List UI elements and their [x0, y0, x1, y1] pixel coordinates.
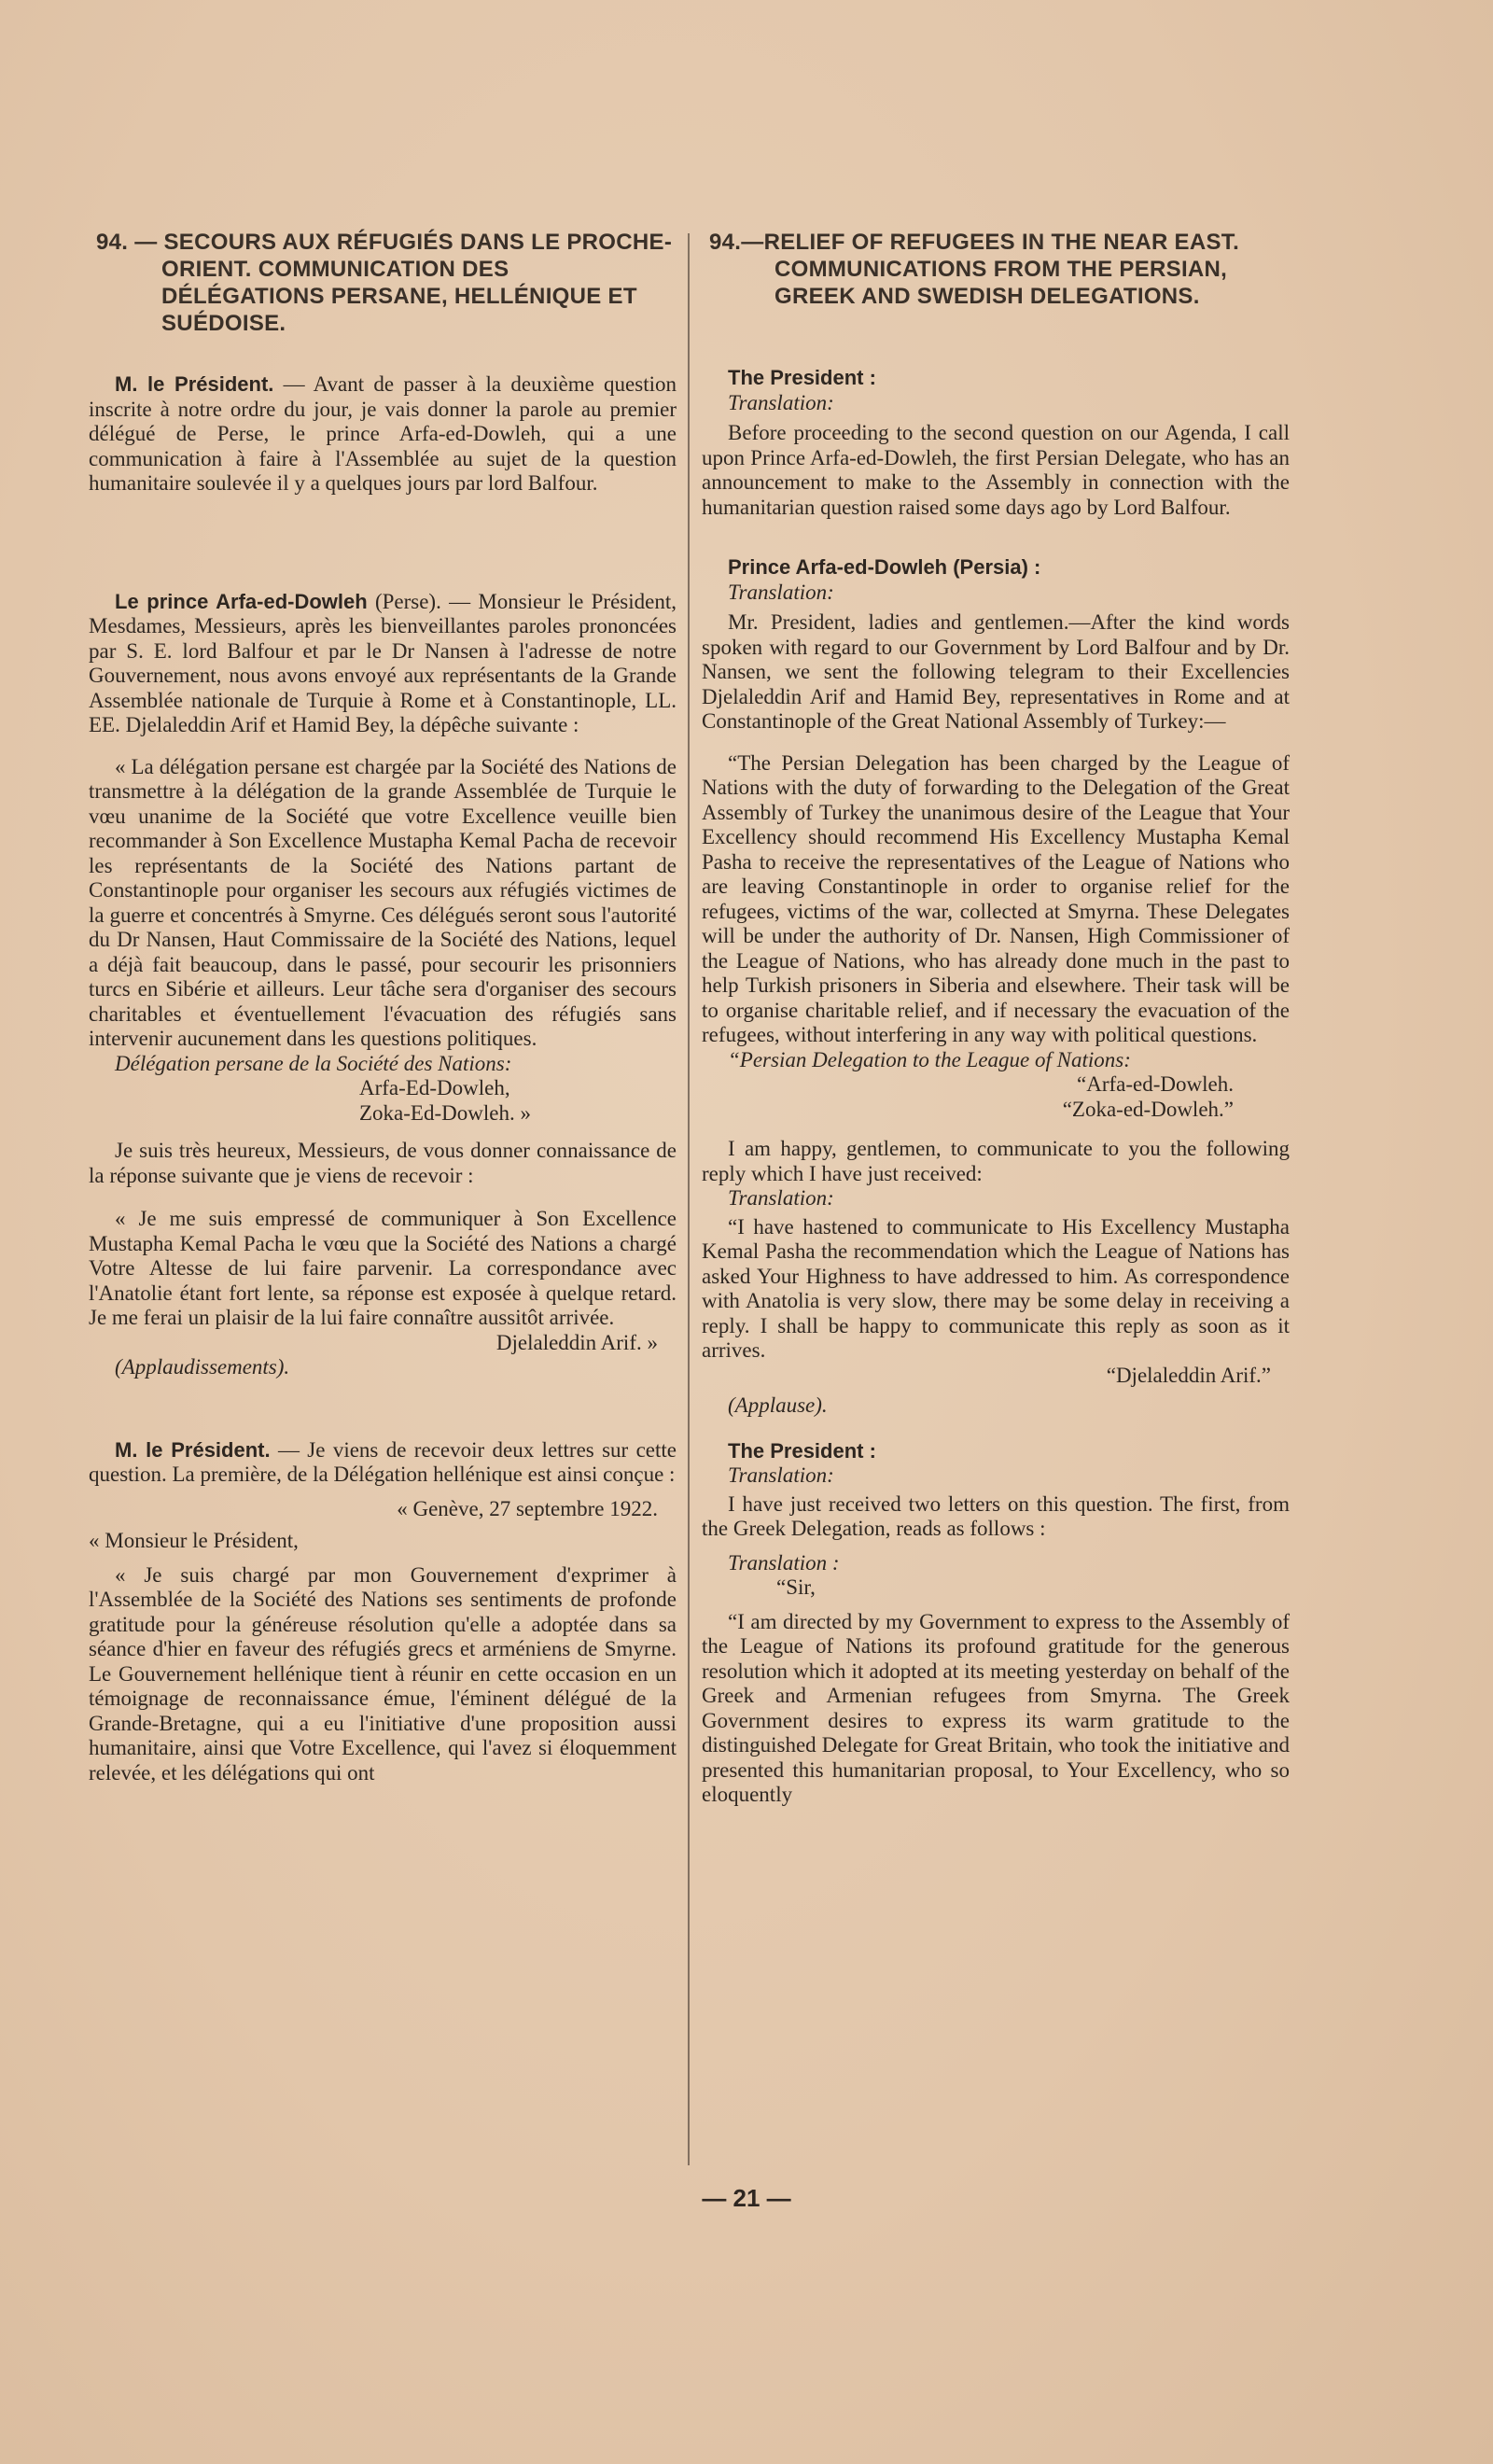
page-number: — 21 — [702, 2184, 791, 2212]
english-reply-signature: “Djelaleddin Arif.” [1106, 1363, 1271, 1387]
translation-label-2: Translation : [728, 1550, 840, 1575]
english-letter-body: “I am directed by my Government to express to the Assembly of the League of Nations its profound gratitude for the generous resolution which it adopted at its meeting yesterday on behalf of the Greek and Armenian refugees from Smyrna. The Greek Government desires to express its warm gratitude to the distinguished Delegate for Great Britain, who took the initiative and presented this humanitarian proposal, to Your Excellency, who so eloquently [702, 1609, 1290, 1806]
english-president-label: The President : [728, 366, 876, 389]
english-letter-salutation: “Sir, [776, 1575, 816, 1599]
french-telegram-signature-2: Zoka-Ed-Dowleh. » [359, 1100, 531, 1125]
french-applause: (Applaudissements). [115, 1355, 290, 1379]
english-reply: “I have hastened to communicate to His Excellency Mustapha Kemal Pasha the recommendation which the League of Nations has asked Your Highness to have addressed to him. As correspondence with Anatolia is very slow, there may be some delay in receiving a reply. I shall be happy to communicate this reply as soon as it arrives. [702, 1214, 1290, 1362]
french-telegram-signature-1: Arfa-Ed-Dowleh, [359, 1076, 510, 1099]
french-president-intro: M. le Président. — Avant de passer à la deuxième question inscrite à notre ordre du jour, je vais donner la parole au premier délégué de Perse, le prince Arfa-ed-Dowleh, qui a une communication à faire à l'Assemblée au sujet de la question humanitaire soulevée il y a quelques jours par lord Balfour. [89, 372, 677, 495]
english-happy-text: I am happy, gentlemen, to communicate to you the following reply which I have just received: [702, 1137, 1290, 1185]
french-letter-date: « Genève, 27 septembre 1922. [397, 1496, 658, 1520]
english-president-letters: I have just received two letters on this question. The first, from the Greek Delegation, reads as follows : [702, 1491, 1290, 1540]
speaker-name: Le prince Arfa-ed-Dowleh [115, 589, 368, 613]
french-president-letters: M. le Président. — Je viens de recevoir deux lettres sur cette question. La première, de la Délégation hellénique est ainsi conçue : [89, 1437, 677, 1486]
english-president-label-2: The President : [728, 1438, 876, 1463]
translation-label: Translation: [728, 580, 834, 604]
french-telegram-signature-line: Délégation persane de la Société des Nations: [115, 1051, 512, 1075]
english-telegram-signature-1: “Arfa-ed-Dowleh. [1077, 1072, 1234, 1096]
english-telegram: “The Persian Delegation has been charged by the League of Nations with the duty of forwarding to the Delegation of the Great Assembly of Turkey the unanimous desire of the League that Your Excellency should recommend His Excellency Mustapha Kemal Pasha to receive the representatives of the League of Nations who are leaving Constantinople in order to organise relief for the refugees, victims of the war, collected at Smyrna. These Delegates will be under the authority of Dr. Nansen, High Commissioner of the League of Nations, who has already done much in the past to help Turkish prisoners in Siberia and elsewhere. Their task will be to organise charitable relief, and if necessary the evacuation of the refugees, without interfering in any way with political questions. [702, 750, 1290, 1046]
translation-label: Translation: [728, 1463, 834, 1487]
column-divider [688, 233, 690, 2165]
french-telegram: « La délégation persane est chargée par la Société des Nations de transmettre à la délégation de la grande Assemblée de Turquie le vœu unanime de la Société que votre Excellence veuille bien recommander à Son Excellence Mustapha Kemal Pacha de recevoir les représentants de la Société des Nations partant de Constantinople pour organiser les secours aux réfugiés victimes de la guerre et concentrés à Smyrne. Ces délégués seront sous l'autorité du Dr Nansen, Haut Commissaire de la Société des Nations, lequel a déjà fait beaucoup, dans le passé, pour secourir les prisonniers turcs en Sibérie et ailleurs. Leur tâche sera d'organiser des secours charitables et éventuellement l'évacuation des réfugiés sans intervenir aucunement dans les questions politiques. [89, 754, 677, 1050]
translation-label: Translation: [728, 390, 834, 414]
english-prince-speech: Mr. President, ladies and gentlemen.—After the kind words spoken with regard to our Government by Lord Balfour and by Dr. Nansen, we sent the following telegram to their Excellencies Djelaleddin Arif and Hamid Bey, representatives in Rome and at Constantinople of the Great National Assembly of Turkey:— [702, 610, 1290, 733]
french-column [89, 229, 677, 1785]
english-prince-label: Prince Arfa-ed-Dowleh (Persia) : [728, 555, 1041, 579]
translation-label: Translation: [728, 1186, 834, 1210]
speaker-name: M. le Président. [115, 372, 274, 396]
speaker-name: M. le Président. [115, 1437, 271, 1462]
english-heading: 94.—RELIEF OF REFUGEES IN THE NEAR EAST. COMMUNICATIONS FROM THE PERSIAN, GREEK AND SWEDISH DELEGATIONS. [709, 230, 1240, 309]
french-reply-signature: Djelaleddin Arif. » [495, 1330, 658, 1354]
english-telegram-signature-2: “Zoka-ed-Dowleh.” [1062, 1097, 1234, 1121]
english-column [702, 229, 1290, 1808]
english-applause: (Applause). [728, 1393, 828, 1417]
french-reply: « Je me suis empressé de communiquer à Son Excellence Mustapha Kemal Pacha le vœu que la Société des Nations a chargé Votre Altesse de lui faire parvenir. La correspondance avec l'Anatolie étant fort lente, sa réponse est exposée à quelque retard. Je me ferai un plaisir de la lui faire connaître aussitôt arrivée. [89, 1207, 677, 1329]
french-letter-salutation: « Monsieur le Président, [89, 1529, 299, 1552]
french-heading: 94. — SECOURS AUX RÉFUGIÉS DANS LE PROCHE-ORIENT. COMMUNICATION DES DÉLÉGATIONS PERSANE, HELLÉNIQUE ET SUÉDOISE. [96, 230, 673, 336]
french-letter-body: « Je suis chargé par mon Gouvernement d'exprimer à l'Assemblée de la Société des Nations ses sentiments de profonde gratitude pour la généreuse résolution qu'elle a adoptée dans sa séance d'hier en faveur des réfugiés grecs et arméniens de Smyrne. Le Gouvernement hellénique tient à réunir en cette occasion en un témoignage de reconnaissance émue, l'éminent délégué de la Grande-Bretagne, qui a eu l'initiative d'une proposition aussi humanitaire, ainsi que Votre Excellence, qui l'avez si éloquemment relevée, et les délégations qui ont [89, 1562, 677, 1785]
english-telegram-signature-line: “Persian Delegation to the League of Nations: [728, 1047, 1131, 1071]
french-happy-text: Je suis très heureux, Messieurs, de vous donner connaissance de la réponse suivante que je viens de recevoir : [89, 1139, 677, 1187]
english-president-intro: Before proceeding to the second question on our Agenda, I call upon Prince Arfa-ed-Dowleh, the first Persian Delegate, who has an announcement to make to the Assembly in connection with the humanitarian question raised some days ago by Lord Balfour. [702, 421, 1290, 519]
french-prince-speech: Le prince Arfa-ed-Dowleh (Perse). — Monsieur le Président, Mesdames, Messieurs, après les bienveillantes paroles prononcées par S. E. lord Balfour et par le Dr Nansen à l'adresse de notre Gouvernement, nous avons envoyé aux représentants de la Grande Assemblée nationale de Turquie à Rome et à Constantinople, LL. EE. Djelaleddin Arif et Hamid Bey, la dépêche suivante : [89, 589, 677, 736]
